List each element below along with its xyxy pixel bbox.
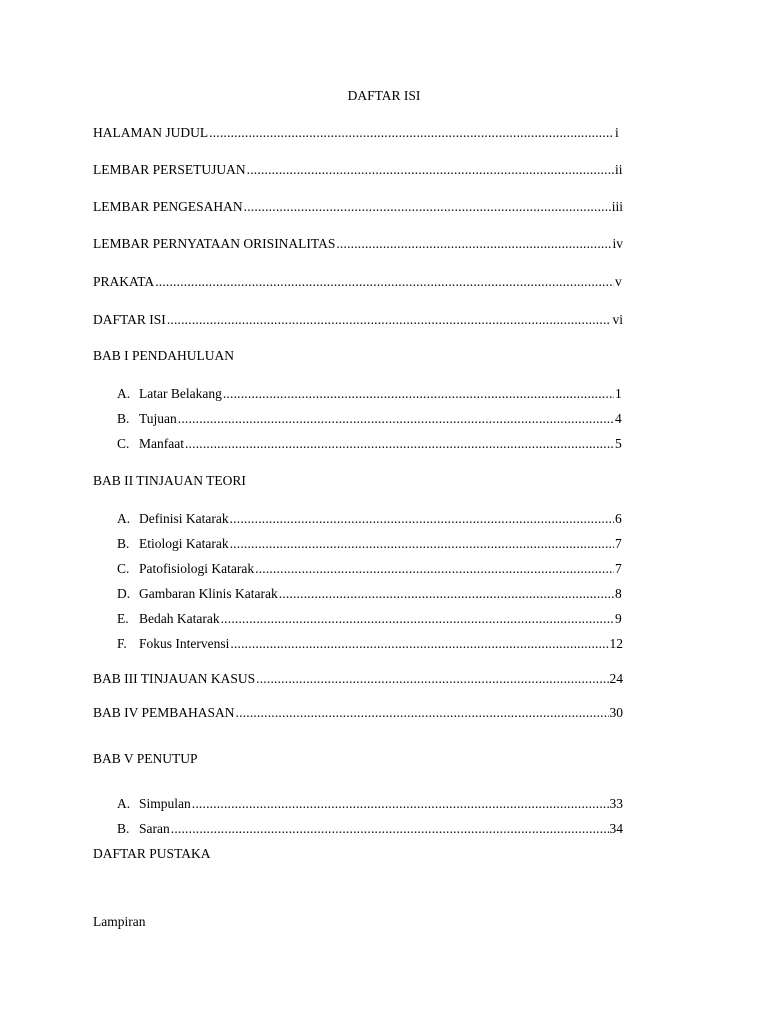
toc-subentry-page: 7 [615, 536, 622, 551]
toc-subentry-page: 8 [615, 586, 622, 601]
toc-subentry-label: Tujuan [139, 411, 177, 426]
leader-dots [255, 560, 614, 578]
toc-entry-label: LEMBAR PERSETUJUAN [93, 162, 246, 177]
toc-subentry-letter: B. [117, 536, 130, 551]
toc-entry-lembar-pengesahan [93, 198, 623, 216]
toc-subentry [117, 610, 623, 628]
toc-subentry-page: 34 [609, 821, 623, 836]
leader-dots [336, 235, 611, 253]
toc-subentry [117, 410, 623, 428]
toc-entry-halaman-judul [93, 124, 623, 142]
toc-entry-page: iii [611, 199, 623, 214]
leader-dots [192, 795, 609, 813]
toc-subentry-page: 4 [615, 411, 622, 426]
chapter-heading-bab-1: BAB I PENDAHULUAN [93, 348, 234, 363]
leader-dots [167, 311, 612, 329]
toc-subentry-label: Manfaat [139, 436, 184, 451]
toc-subentry [117, 585, 623, 603]
page-title: DAFTAR ISI [347, 88, 421, 103]
leader-dots [230, 635, 608, 653]
toc-subentry-label: Fokus Intervensi [139, 636, 230, 651]
toc-entry-page: 24 [609, 671, 623, 686]
toc-subentry-page: 33 [609, 796, 623, 811]
toc-entry-page: i [615, 125, 619, 140]
toc-subentry-label: Latar Belakang [139, 386, 222, 401]
toc-entry-label: HALAMAN JUDUL [93, 125, 209, 140]
toc-subentry-label: Etiologi Katarak [139, 536, 229, 551]
toc-subentry-page: 5 [615, 436, 622, 451]
toc-entry-page: vi [612, 312, 623, 327]
leader-dots [178, 410, 614, 428]
toc-subentry-letter: B. [117, 411, 130, 426]
toc-entry-daftar-isi [93, 311, 623, 329]
toc-subentry-letter: B. [117, 821, 130, 836]
toc-entry-bab-3 [93, 670, 623, 688]
toc-subentry-letter: D. [117, 586, 131, 601]
toc-subentry-label: Definisi Katarak [139, 511, 229, 526]
toc-subentry-letter: C. [117, 561, 130, 576]
toc-subentry [117, 635, 623, 653]
toc-subentry-page: 9 [615, 611, 622, 626]
toc-entry-label: DAFTAR ISI [93, 312, 166, 327]
toc-subentry-label: Patofisiologi Katarak [139, 561, 255, 576]
toc-entry-bab-4 [93, 704, 623, 722]
chapter-heading-bab-2: BAB II TINJAUAN TEORI [93, 473, 246, 488]
toc-subentry-letter: F. [117, 636, 127, 651]
toc-entry-lembar-pernyataan [93, 235, 623, 253]
toc-subentry-page: 7 [615, 561, 622, 576]
leader-dots [209, 124, 614, 142]
toc-subentry [117, 510, 623, 528]
leader-dots [230, 510, 614, 528]
toc-subentry-page: 6 [615, 511, 622, 526]
toc-subentry-label: Simpulan [139, 796, 191, 811]
toc-subentry [117, 435, 623, 453]
toc-entry-lembar-persetujuan [93, 161, 623, 179]
leader-dots [279, 585, 614, 603]
toc-subentry-label: Bedah Katarak [139, 611, 220, 626]
toc-subentry-page: 1 [615, 386, 622, 401]
leader-dots [230, 535, 614, 553]
toc-entry-page: ii [615, 162, 623, 177]
toc-subentry [117, 820, 623, 838]
toc-subentry [117, 795, 623, 813]
leader-dots [171, 820, 609, 838]
toc-subentry [117, 385, 623, 403]
toc-subentry-letter: E. [117, 611, 129, 626]
toc-entry-prakata [93, 273, 623, 291]
leader-dots [185, 435, 614, 453]
leader-dots [155, 273, 614, 291]
toc-subentry [117, 560, 623, 578]
toc-entry-label: BAB IV PEMBAHASAN [93, 705, 235, 720]
leader-dots [223, 385, 614, 403]
toc-entry-page: 30 [609, 705, 623, 720]
leader-dots [236, 704, 609, 722]
toc-entry-label: PRAKATA [93, 274, 155, 289]
toc-subentry-letter: A. [117, 386, 131, 401]
toc-subentry-letter: C. [117, 436, 130, 451]
toc-entry-page: iv [612, 236, 623, 251]
toc-subentry-label: Saran [139, 821, 170, 836]
leader-dots [247, 161, 614, 179]
daftar-pustaka-heading: DAFTAR PUSTAKA [93, 846, 211, 861]
lampiran-heading: Lampiran [93, 914, 146, 929]
toc-subentry-page: 12 [609, 636, 623, 651]
leader-dots [256, 670, 608, 688]
toc-subentry-label: Gambaran Klinis Katarak [139, 586, 278, 601]
chapter-heading-bab-5: BAB V PENUTUP [93, 751, 198, 766]
toc-subentry-letter: A. [117, 511, 131, 526]
toc-subentry [117, 535, 623, 553]
toc-entry-label: LEMBAR PENGESAHAN [93, 199, 243, 214]
toc-subentry-letter: A. [117, 796, 131, 811]
leader-dots [244, 198, 611, 216]
toc-entry-page: v [615, 274, 622, 289]
toc-entry-label: BAB III TINJAUAN KASUS [93, 671, 256, 686]
leader-dots [221, 610, 614, 628]
toc-entry-label: LEMBAR PERNYATAAN ORISINALITAS [93, 236, 336, 251]
